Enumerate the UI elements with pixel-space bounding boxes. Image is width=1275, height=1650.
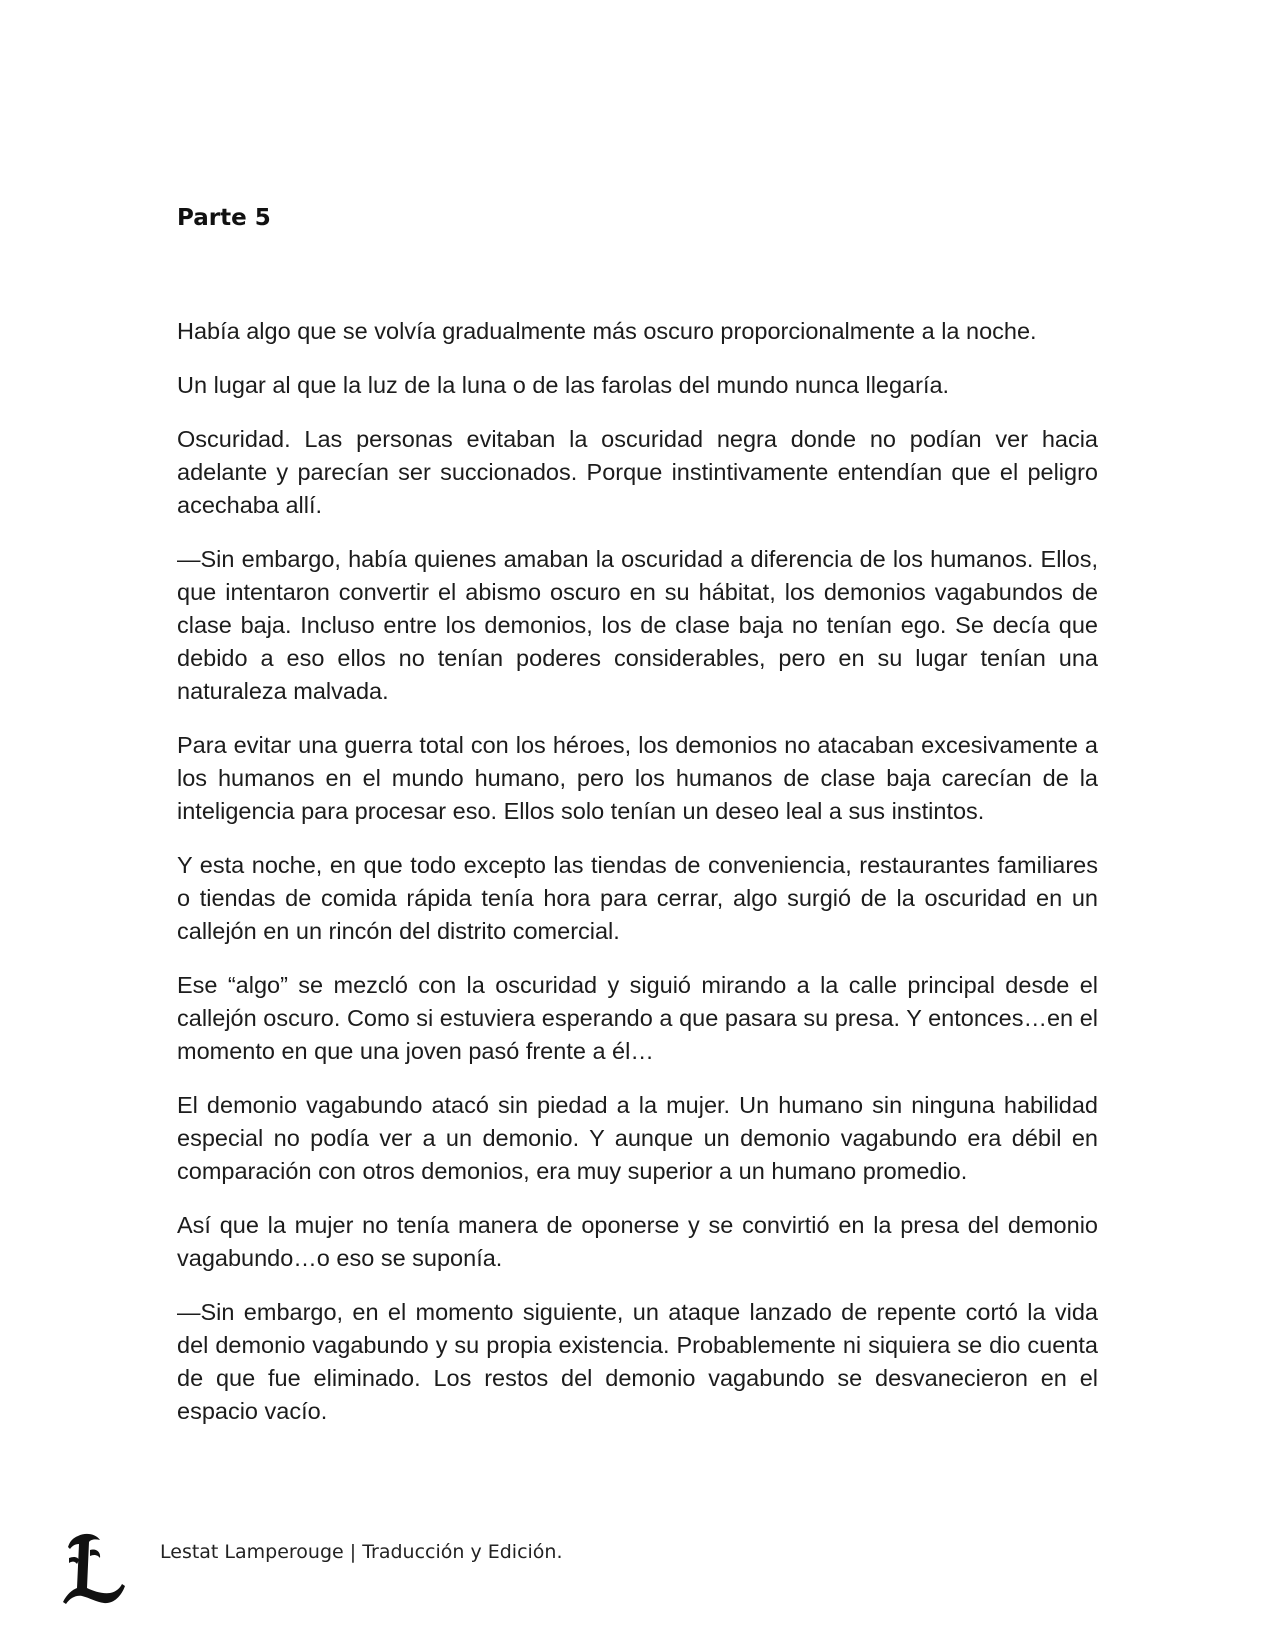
paragraph: Un lugar al que la luz de la luna o de las farolas del mundo nunca llegaría. bbox=[177, 372, 950, 398]
paragraph: Había algo que se volvía gradualmente más oscuro proporcionalmente a la noche. bbox=[177, 318, 1037, 344]
body-text bbox=[177, 315, 1098, 1449]
gothic-l-logo-icon bbox=[60, 1530, 130, 1610]
footer-credit: Lestat Lamperouge | Traducción y Edición. bbox=[160, 1541, 563, 1563]
paragraph: Para evitar una guerra total con los héroes, los demonios no atacaban excesivamente a los humanos en el mundo humano, pero los humanos de clase baja carecían de la inteligencia para procesar eso. Ellos solo tenían un deseo leal a sus instintos. bbox=[177, 732, 1098, 824]
page-footer bbox=[60, 1530, 760, 1610]
paragraph: Así que la mujer no tenía manera de oponerse y se convirtió en la presa del demonio vagabundo…o eso se suponía. bbox=[177, 1212, 1098, 1271]
chapter-title: Parte 5 bbox=[177, 205, 271, 231]
paragraph: —Sin embargo, en el momento siguiente, un ataque lanzado de repente cortó la vida del demonio vagabundo y su propia existencia. Probablemente ni siquiera se dio cuenta de que fue eliminado. Los restos del demonio vagabundo se desvanecieron en el espacio vacío. bbox=[177, 1299, 1098, 1424]
paragraph: Y esta noche, en que todo excepto las tiendas de conveniencia, restaurantes familiares o tiendas de comida rápida tenía hora para cerrar, algo surgió de la oscuridad en un callejón en un rincón del distrito comercial. bbox=[177, 852, 1098, 944]
paragraph: —Sin embargo, había quienes amaban la oscuridad a diferencia de los humanos. Ellos, que intentaron convertir el abismo oscuro en su hábitat, los demonios vagabundos de clase baja. Incluso entre los demonios, los de clase baja no tenían ego. Se decía que debido a eso ellos no tenían poderes considerables, pero en su lugar tenían una naturaleza malvada. bbox=[177, 546, 1098, 704]
paragraph: Oscuridad. Las personas evitaban la oscuridad negra donde no podían ver hacia adelante y parecían ser succionados. Porque instintivamente entendían que el peligro acechaba allí. bbox=[177, 426, 1098, 518]
paragraph: El demonio vagabundo atacó sin piedad a la mujer. Un humano sin ninguna habilidad especial no podía ver a un demonio. Y aunque un demonio vagabundo era débil en comparación con otros demonios, era muy superior a un humano promedio. bbox=[177, 1092, 1098, 1184]
paragraph: Ese “algo” se mezcló con la oscuridad y siguió mirando a la calle principal desde el callejón oscuro. Como si estuviera esperando a que pasara su presa. Y entonces…en el momento en que una joven pasó frente a él… bbox=[177, 972, 1098, 1064]
